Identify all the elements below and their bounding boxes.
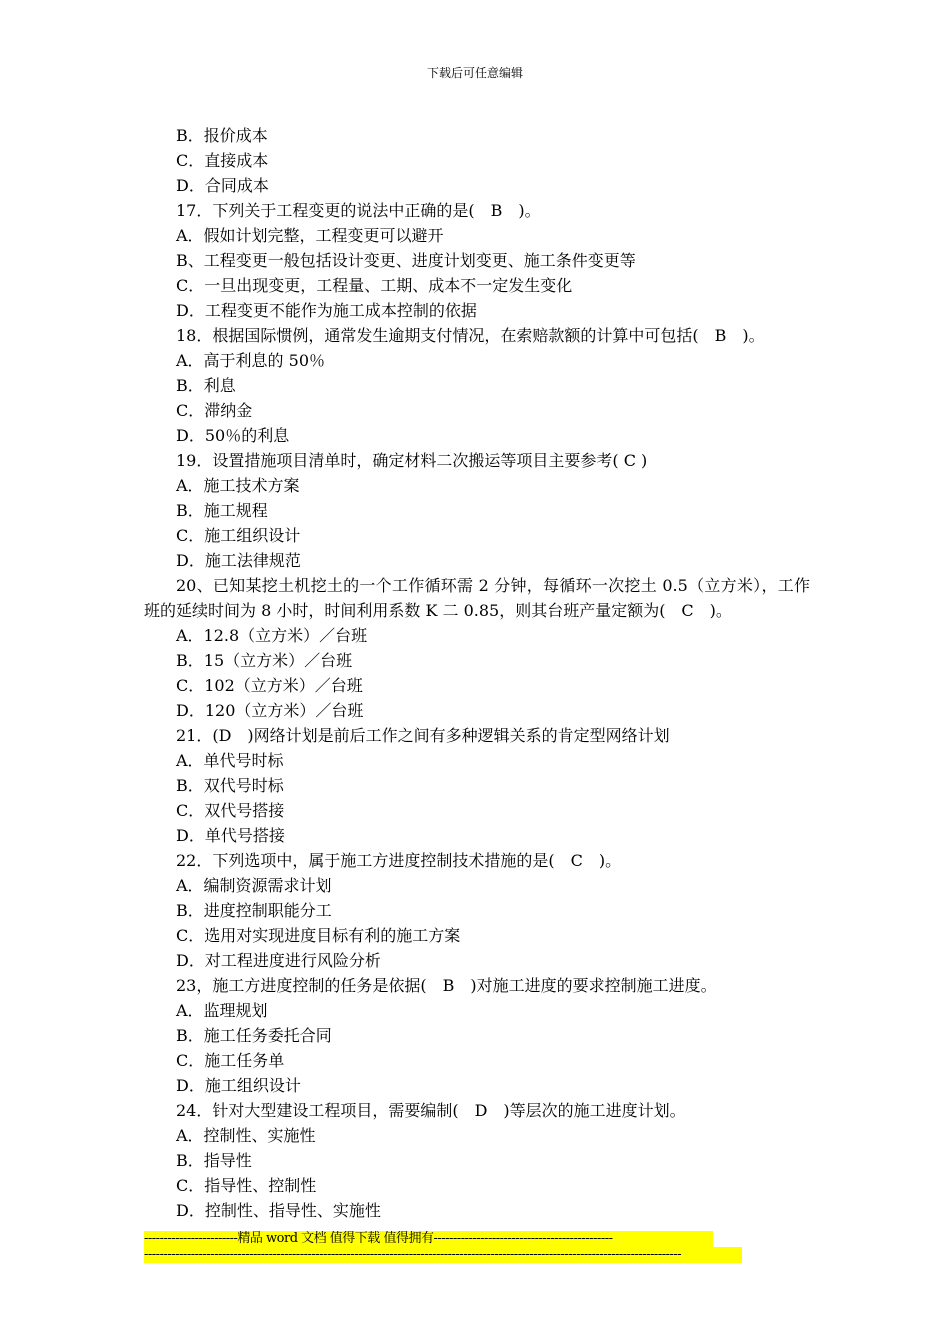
header-text: 下载后可任意编辑: [426, 66, 523, 80]
question-17: 17．下列关于工程变更的说法中正确的是( B )。: [176, 201, 541, 220]
footer-banner: ------------------------精品 word 文档 值得下载 值得拥有----------------------------------------------: [144, 1231, 713, 1247]
text-line: D．50％的利息: [176, 426, 290, 445]
text-line: C．一旦出现变更，工程量、工期、成本不一定发生变化: [176, 276, 573, 295]
text-line: C．102（立方米）／台班: [176, 676, 363, 695]
footer-dashes: ------------------------------------------------------------------------------------------------------------------------------------------: [144, 1247, 742, 1263]
text-line: B．双代号时标: [176, 776, 284, 795]
text-line: C．直接成本: [176, 151, 269, 170]
text-line: B．报价成本: [176, 126, 268, 145]
text-line: A．控制性、实施性: [176, 1126, 316, 1145]
text-line: D．工程变更不能作为施工成本控制的依据: [176, 301, 477, 320]
question-19: 19．设置措施项目清单时，确定材料二次搬运等项目主要参考( C ): [176, 451, 648, 470]
question-20: 20、已知某挖土机挖土的一个工作循环需 2 分钟，每循环一次挖土 0.5（立方米），工作班的延续时间为 8 小时，时间利用系数 K 二 0.85，则其台班产量定额为( C )。: [144, 576, 810, 620]
page-header: [0, 64, 950, 82]
text-line: A．高于利息的 50％: [176, 351, 326, 370]
text-line: B．15（立方米）／台班: [176, 651, 353, 670]
question-22: 22．下列选项中，属于施工方进度控制技术措施的是( C )。: [176, 851, 622, 870]
text-line: C．选用对实现进度目标有利的施工方案: [176, 926, 461, 945]
text-line: B．进度控制职能分工: [176, 901, 332, 920]
text-line: C．双代号搭接: [176, 801, 285, 820]
text-line: D．控制性、指导性、实施性: [176, 1201, 381, 1220]
question-24: 24．针对大型建设工程项目，需要编制( D )等层次的施工进度计划。: [176, 1101, 686, 1120]
text-line: C．滞纳金: [176, 401, 253, 420]
text-line: B、工程变更一般包括设计变更、进度计划变更、施工条件变更等: [176, 251, 636, 270]
text-line: D．合同成本: [176, 176, 269, 195]
text-line: A．监理规划: [176, 1001, 268, 1020]
text-line: C．指导性、控制性: [176, 1176, 317, 1195]
text-line: B．指导性: [176, 1151, 252, 1170]
question-23: 23，施工方进度控制的任务是依据( B )对施工进度的要求控制施工进度。: [176, 976, 717, 995]
text-line: A．12.8（立方米）／台班: [176, 626, 368, 645]
text-line: A．假如计划完整，工程变更可以避开: [176, 226, 444, 245]
text-line: A．编制资源需求计划: [176, 876, 332, 895]
text-line: D．对工程进度进行风险分析: [176, 951, 381, 970]
text-line: B．施工任务委托合同: [176, 1026, 332, 1045]
text-line: B．利息: [176, 376, 236, 395]
question-18: 18．根据国际惯例，通常发生逾期支付情况，在索赔款额的计算中可包括( B )。: [176, 326, 765, 345]
text-line: C．施工任务单: [176, 1051, 285, 1070]
text-line: A．单代号时标: [176, 751, 284, 770]
question-21: 21．(D )网络计划是前后工作之间有多种逻辑关系的肯定型网络计划: [176, 726, 670, 745]
text-line: D．120（立方米）／台班: [176, 701, 364, 720]
document-body: [144, 123, 810, 1223]
text-line: D．施工组织设计: [176, 1076, 301, 1095]
text-line: D．单代号搭接: [176, 826, 285, 845]
page-footer: [144, 1231, 742, 1263]
text-line: B．施工规程: [176, 501, 268, 520]
text-line: D．施工法律规范: [176, 551, 301, 570]
text-line: C．施工组织设计: [176, 526, 301, 545]
text-line: A．施工技术方案: [176, 476, 300, 495]
